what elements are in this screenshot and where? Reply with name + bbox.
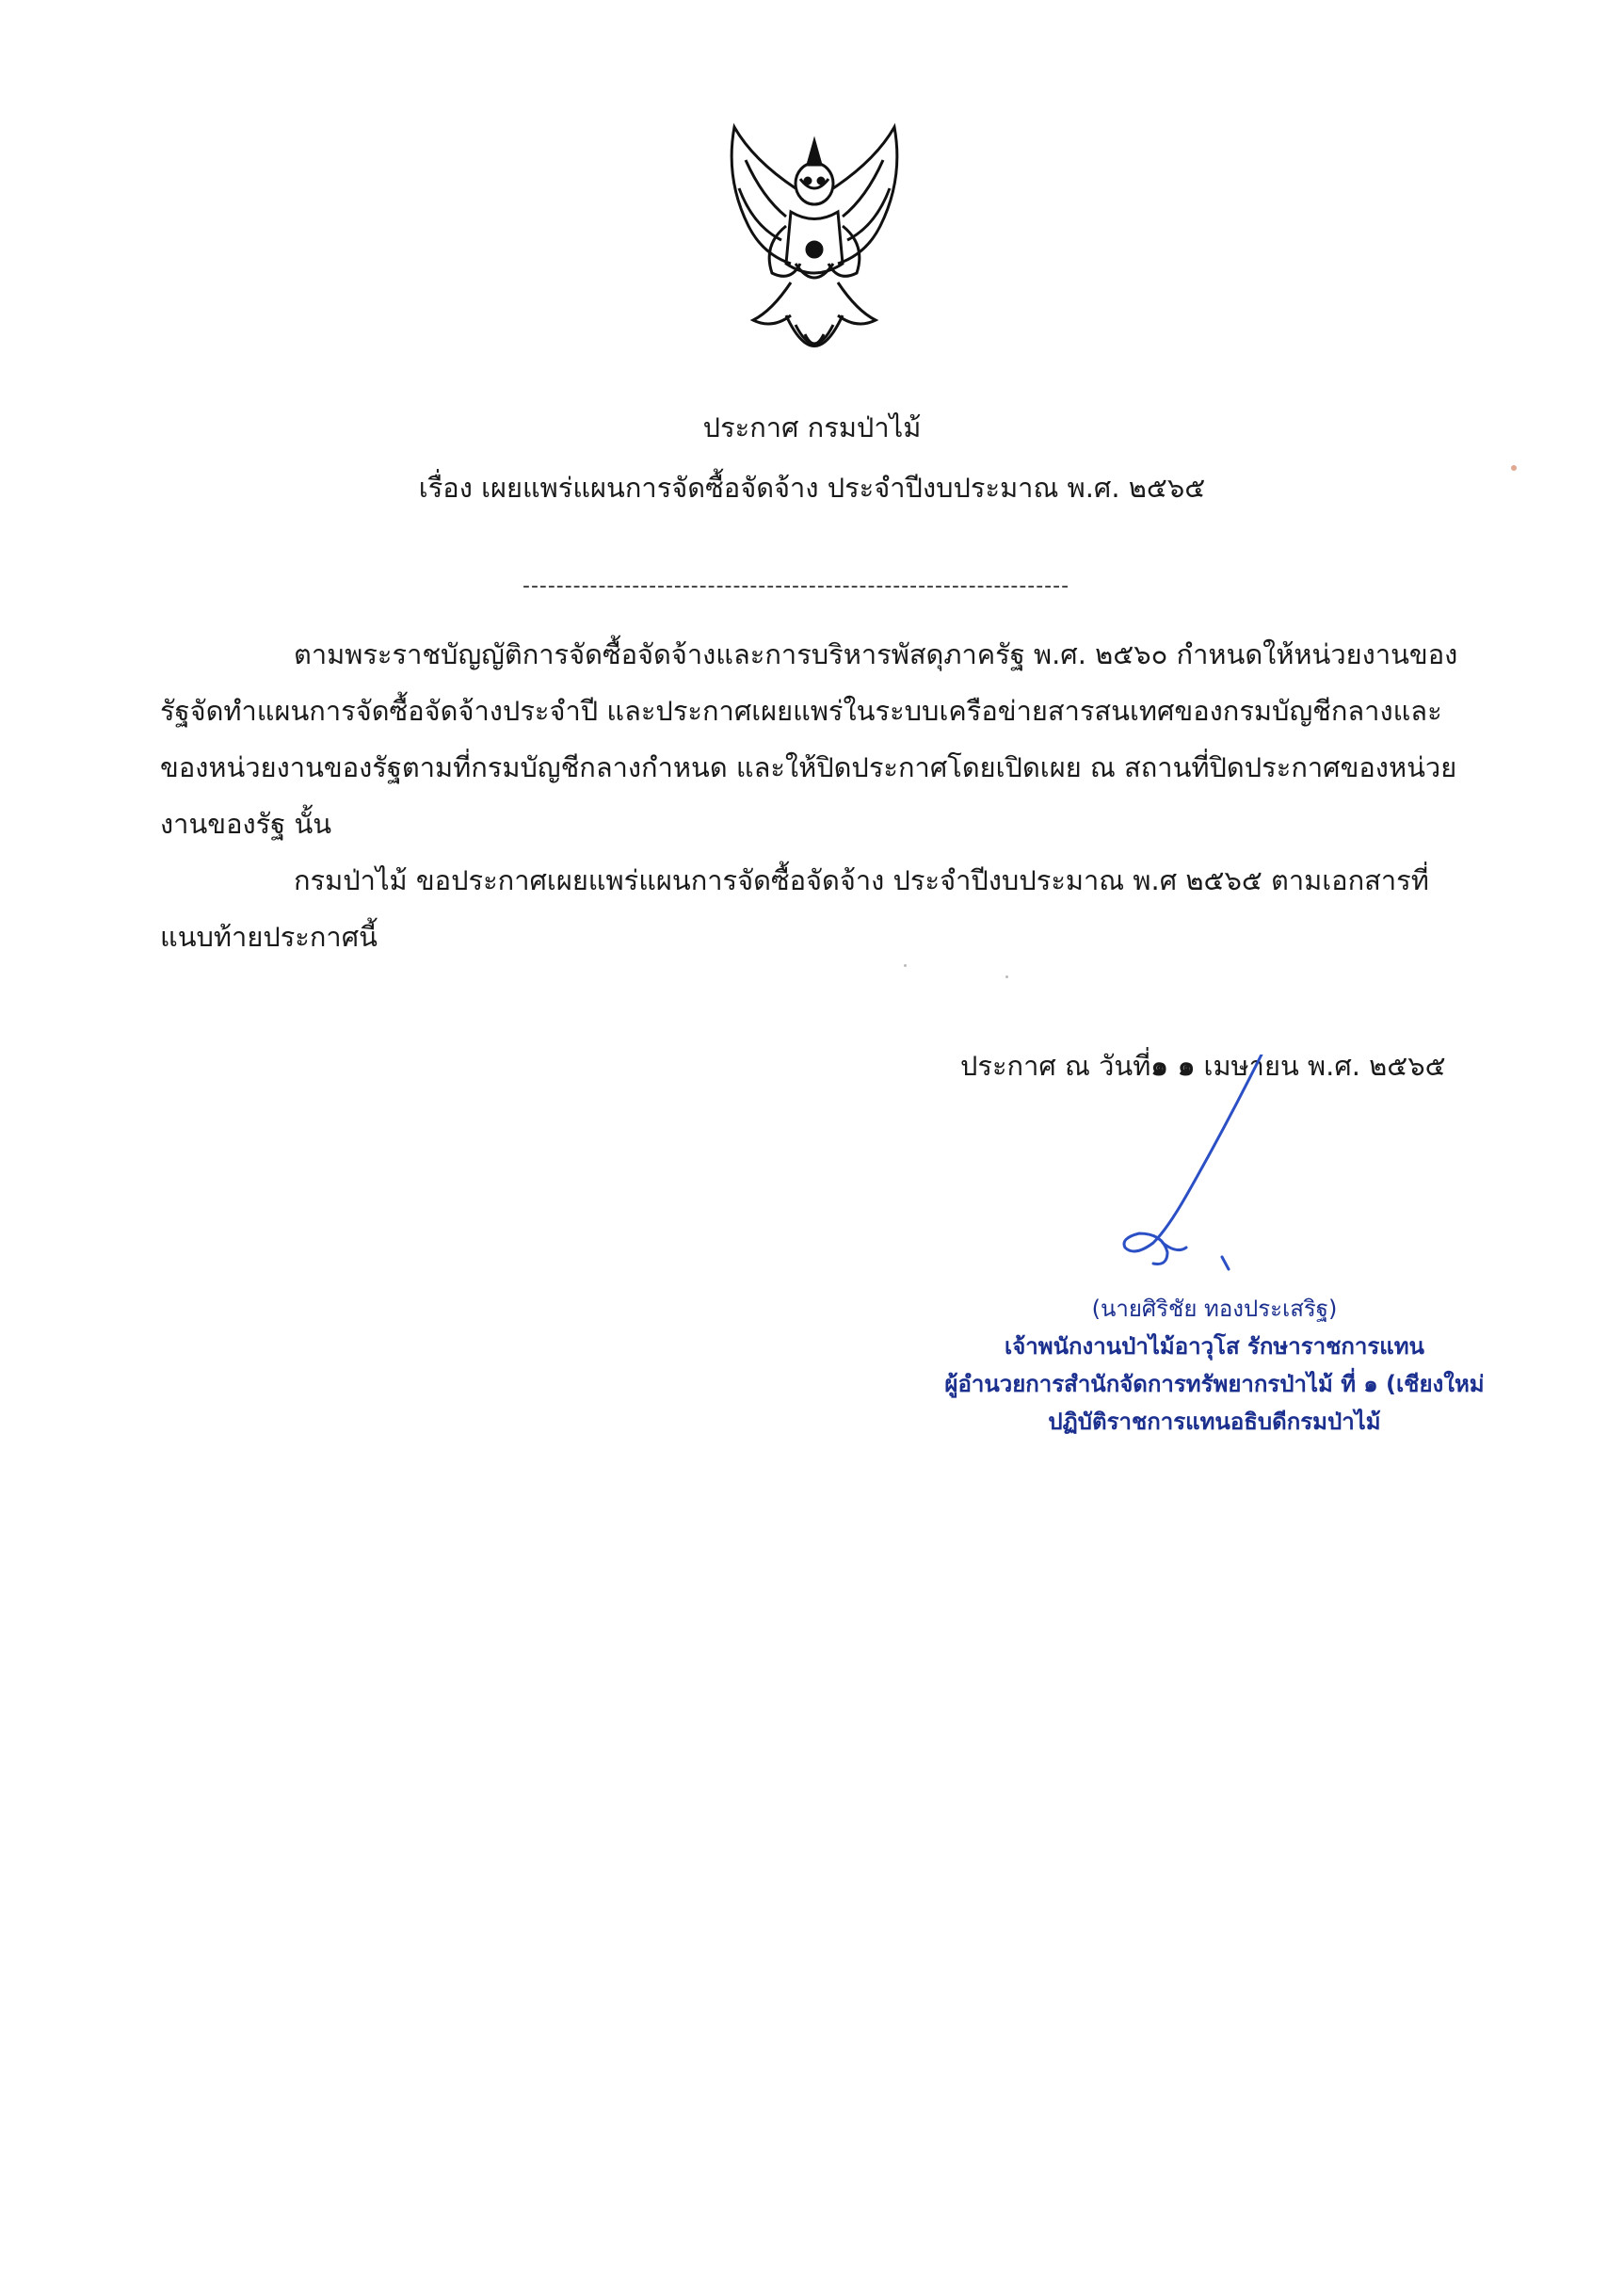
signatory-position-3: ปฏิบัติราชการแทนอธิบดีกรมป่าไม้ <box>1048 1409 1381 1435</box>
body-paragraph-2 <box>160 852 1478 965</box>
separator-line: ----------------------------------------------------------------- <box>523 574 1070 598</box>
scan-speck <box>904 964 907 967</box>
signatory-block <box>885 1290 1544 1441</box>
scan-speck <box>1511 465 1517 471</box>
handwritten-signature <box>1111 1055 1299 1271</box>
date-day: ๑ ๑ <box>1150 1050 1196 1082</box>
body-paragraph-1 <box>160 626 1478 852</box>
announcement-heading: ประกาศ กรมป่าไม้ <box>702 411 922 443</box>
date-month-year: เมษายน พ.ศ. ๒๕๖๕ <box>1203 1050 1446 1082</box>
date-prefix: ประกาศ ณ วันที่ <box>960 1050 1151 1082</box>
garuda-emblem-icon <box>697 122 932 377</box>
scan-speck <box>1005 975 1008 978</box>
paragraph-1-text: ตามพระราชบัญญัติการจัดซื้อจัดจ้างและการบริหารพัสดุภาครัฐ พ.ศ. ๒๕๖๐ กำหนดให้หน่วยงานของรัฐจัดทำแผนการจัดซื้อจัดจ้างประจำปี และประกาศเผยแพร่ในระบบเครือข่ายสารสนเทศของกรมบัญชีกลางและของหน่วยงานของรัฐตามที่กรมบัญชีกลางกำหนด และให้ปิดประกาศโดยเปิดเผย ณ สถานที่ปิดประกาศของหน่วยงานของรัฐ นั้น <box>160 638 1458 840</box>
announcement-subject: เรื่อง เผยแพร่แผนการจัดซื้อจัดจ้าง ประจำปีงบประมาณ พ.ศ. ๒๕๖๕ <box>418 472 1206 504</box>
paragraph-2-text: กรมป่าไม้ ขอประกาศเผยแพร่แผนการจัดซื้อจัดจ้าง ประจำปีงบประมาณ พ.ศ ๒๕๖๕ ตามเอกสารที่แนบท้ายประกาศนี้ <box>160 864 1429 953</box>
signatory-position-2: ผู้อำนวยการสำนักจัดการทรัพยากรป่าไม้ ที่ ๑ (เชียงใหม่ <box>944 1371 1485 1397</box>
signatory-position-1: เจ้าพนักงานป่าไม้อาวุโส รักษาราชการแทน <box>1005 1333 1424 1360</box>
signatory-name: (นายศิริชัย ทองประเสริฐ) <box>1091 1296 1338 1322</box>
